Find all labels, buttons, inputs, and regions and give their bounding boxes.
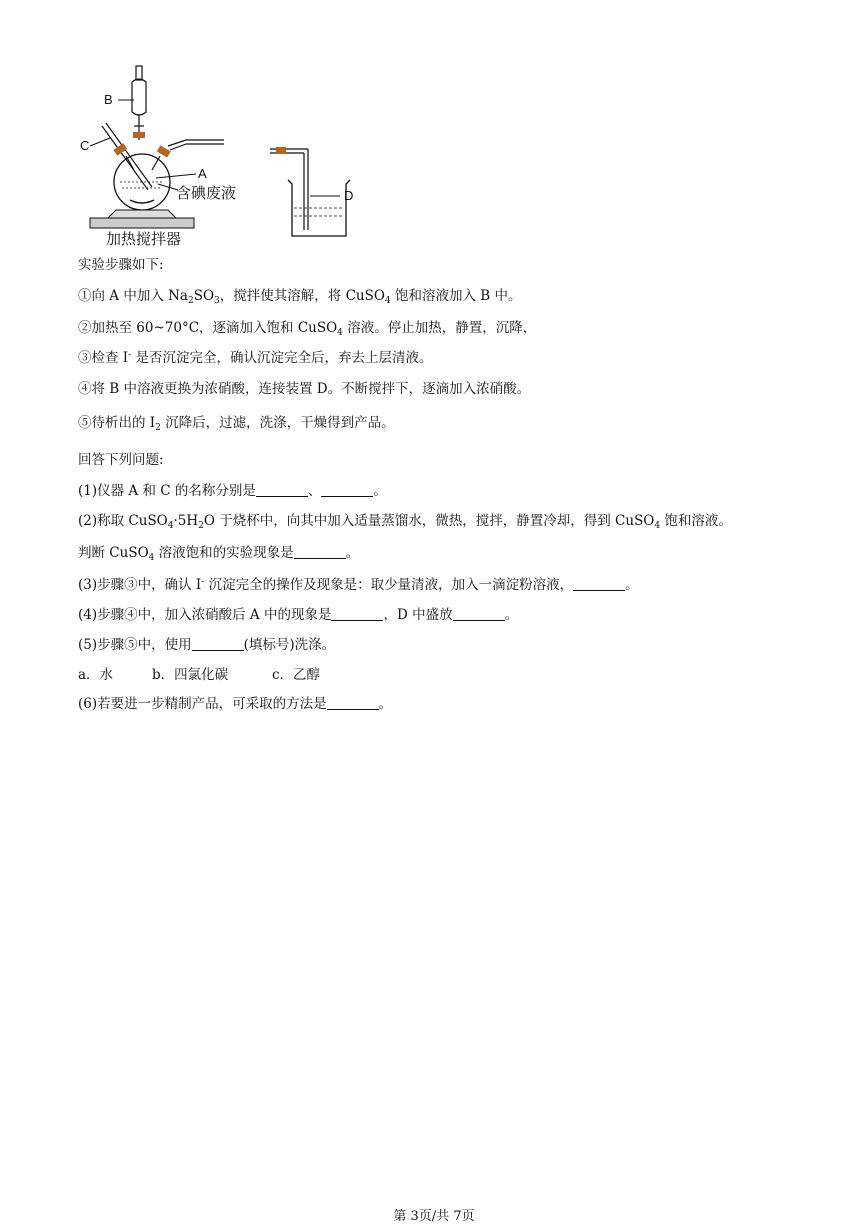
apparatus-diagram (76, 60, 396, 250)
option-b: b．四氯化碳 (152, 667, 229, 683)
step-5: ⑤待析出的 $I_2$ 沉降后，过滤，洗涤，干燥得到产品。 (78, 415, 395, 433)
question-2-cont: 判断 CuSO$_4$ 溶液饱和的实验现象是 。 (78, 545, 360, 563)
steps-intro: 实验步骤如下: (78, 257, 164, 273)
stirrer-label: 加热搅拌器 (106, 230, 182, 248)
question-3: (3)步骤③中，确认 I- 沉淀完全的操作及现象是：取少量清液，加入一滴淀粉溶液， 。 (78, 577, 639, 593)
answer-blank (453, 606, 505, 621)
answer-blank (331, 606, 383, 621)
label-d: D (344, 188, 354, 203)
label-b: B (104, 92, 113, 107)
question-4: (4)步骤④中，加入浓硝酸后 A 中的现象是 ，D 中盛放 。 (78, 607, 519, 623)
option-a: a．水 (78, 667, 114, 683)
page-footer: 第 3页/共 7页 (393, 1209, 475, 1224)
step-4: ④将 B 中溶液更换为浓硝酸，连接装置 D。不断搅拌下，逐滴加入浓硝酸。 (78, 381, 531, 397)
answer-heading: 回答下列问题: (78, 452, 164, 468)
step-2: ②加热至 60~70°C，逐滴加入饱和 CuSO$_4$ 溶液。停止加热，静置，沉降， (78, 320, 537, 338)
answer-blank (573, 576, 625, 591)
answer-blank (321, 482, 373, 497)
option-c: c．乙醇 (272, 667, 321, 683)
apparatus-figure (76, 60, 396, 250)
label-a: A (198, 166, 207, 181)
question-5-options (78, 665, 320, 685)
answer-blank (294, 544, 346, 559)
question-2: (2)称取 $CuSO_4\cdot 5H_2O$ 于烧杯中，向其中加入适量蒸馏水，微热，搅拌，静置冷却，得到 CuSO$_4$ 饱和溶液。 (78, 513, 732, 531)
answer-blank (327, 695, 379, 710)
question-1: (1)仪器 A 和 C 的名称分别是 、 。 (78, 483, 387, 499)
step-3: ③检查 I- 是否沉淀完全，确认沉淀完全后，弃去上层清液。 (78, 350, 433, 366)
question-5: (5)步骤⑤中，使用 (填标号)洗涤。 (78, 637, 336, 653)
answer-blank (256, 482, 308, 497)
label-c: C (80, 138, 90, 153)
step-1: ①向 A 中加入 $Na_2SO_3$，搅拌使其溶解，将 CuSO$_4$ 饱和溶液加入 B 中。 (78, 288, 522, 306)
waste-liquid-label: 含碘废液 (176, 184, 237, 202)
question-6: (6)若要进一步精制产品，可采取的方法是 。 (78, 696, 393, 712)
answer-blank (192, 636, 244, 651)
